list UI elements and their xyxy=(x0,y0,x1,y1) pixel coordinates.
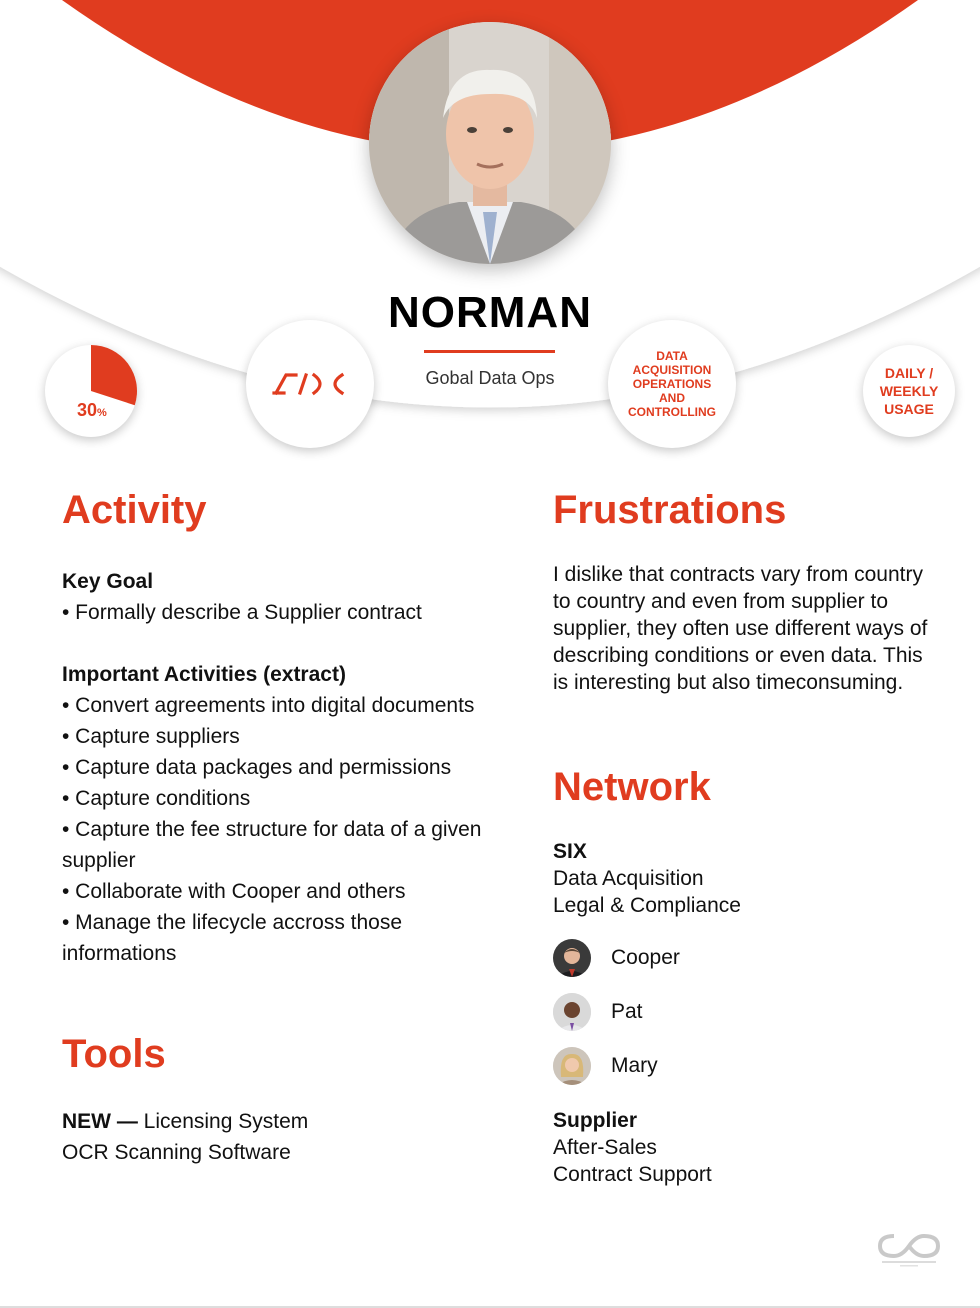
tools-heading: Tools xyxy=(62,1032,166,1076)
key-goal-text: • Formally describe a Supplier contract xyxy=(62,601,422,624)
frustrations-text: I dislike that contracts vary from country to country and even from supplier to supplier, they often use different ways of describing conditions or even data. This is interesting but also timeconsuming. xyxy=(553,563,928,694)
activity-item: • Collaborate with Cooper and others xyxy=(62,880,406,903)
usage-percent-badge xyxy=(45,345,137,437)
company-logo-badge xyxy=(246,320,374,448)
activity-content xyxy=(62,566,502,969)
persona-name: NORMAN xyxy=(388,288,592,337)
network-supplier-line: After-Sales xyxy=(553,1136,657,1159)
pat-avatar-icon xyxy=(553,993,591,1031)
network-org-label: SIX xyxy=(553,840,587,863)
key-goal-label: Key Goal xyxy=(62,570,154,593)
tools-content xyxy=(62,1106,502,1168)
frequency-badge xyxy=(863,345,955,437)
network-person-mary[interactable] xyxy=(553,1047,658,1085)
activity-item: • Capture data packages and permissions xyxy=(62,756,452,779)
profile-photo xyxy=(369,22,611,264)
activities-label: Important Activities (extract) xyxy=(62,663,346,686)
network-supplier-line: Contract Support xyxy=(553,1163,712,1186)
network-person-pat[interactable] xyxy=(553,993,643,1031)
infinity-loop-icon xyxy=(876,1228,942,1268)
activity-heading: Activity xyxy=(62,488,207,532)
network-person-name: Pat xyxy=(611,1000,643,1023)
usage-pie-chart xyxy=(45,345,137,437)
activity-item: • Capture suppliers xyxy=(62,725,240,748)
network-org xyxy=(553,838,933,919)
tool-item: OCR Scanning Software xyxy=(62,1141,291,1164)
usage-percent-label: 30% xyxy=(77,400,107,420)
pie-slice xyxy=(91,345,137,405)
mary-avatar-icon xyxy=(553,1047,591,1085)
frustrations-heading: Frustrations xyxy=(553,488,787,532)
network-person-cooper[interactable] xyxy=(553,939,680,977)
department-badge xyxy=(608,320,736,448)
network-org-line: Legal & Compliance xyxy=(553,894,741,917)
network-heading: Network xyxy=(553,765,711,809)
activity-item: • Manage the lifecycle accross those informations xyxy=(62,911,403,965)
name-divider xyxy=(424,350,555,353)
frequency-label: DAILY / WEEKLY USAGE xyxy=(879,365,939,417)
persona-role: Gobal Data Ops xyxy=(425,368,555,388)
person-avatar-icon xyxy=(369,22,611,264)
six-logo-icon xyxy=(272,371,348,397)
department-label: DATA ACQUISITION OPERATIONS AND CONTROLLING xyxy=(628,349,716,419)
network-supplier xyxy=(553,1107,933,1188)
cooper-avatar-icon xyxy=(553,939,591,977)
activity-item: • Capture the fee structure for data of a given supplier xyxy=(62,818,482,872)
activity-item: • Convert agreements into digital documents xyxy=(62,694,475,717)
tools-new-label: NEW — xyxy=(62,1110,138,1133)
network-person-name: Cooper xyxy=(611,946,680,969)
activity-item: • Capture conditions xyxy=(62,787,251,810)
network-supplier-label: Supplier xyxy=(553,1109,638,1132)
tool-item: Licensing System xyxy=(143,1110,309,1133)
network-org-line: Data Acquisition xyxy=(553,867,704,890)
network-person-name: Mary xyxy=(611,1054,658,1077)
